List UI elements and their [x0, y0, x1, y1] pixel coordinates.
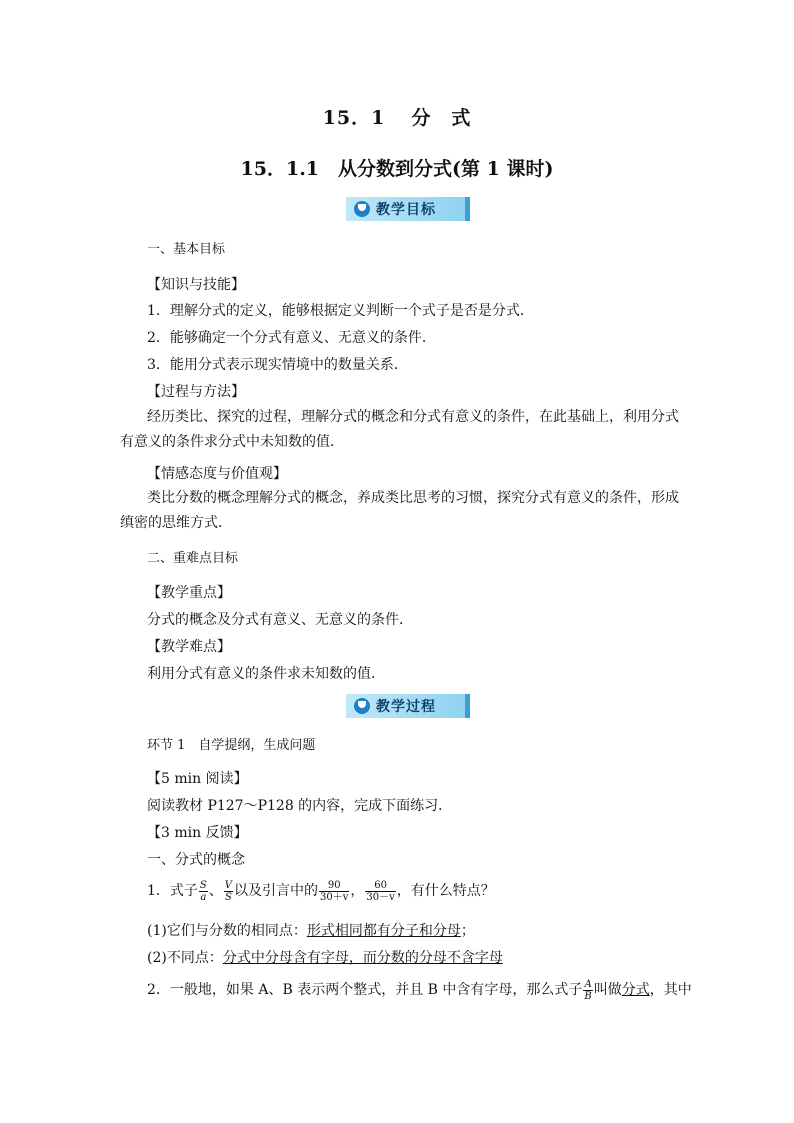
attitude-text: 类比分数的概念理解分式的概念，养成类比思考的习惯，探究分式有意义的条件，形成缜密的思维方式．: [120, 490, 679, 531]
answer-1b: (2)不同点：分式中分母含有字母，而分数的分母不含字母: [147, 950, 503, 966]
process-method-label: 【过程与方法】: [147, 384, 245, 400]
step-heading: 环节 1 自学提纲，生成问题: [147, 738, 316, 753]
answer-blank: 分式中分母含有字母，而分数的分母不含字母: [222, 950, 503, 966]
difficulty-label: 【教学难点】: [147, 639, 231, 655]
answer-blank: 形式相同都有分子和分母: [306, 923, 461, 939]
fraction: $\frac{A}{B}$: [584, 978, 592, 1002]
trophy-icon: [354, 698, 370, 714]
concept-heading: 一、分式的概念: [147, 852, 245, 868]
goals-banner: 教学目标: [346, 197, 470, 221]
key-point-label: 【教学重点】: [147, 585, 231, 601]
read-label: 【5 min 阅读】: [147, 771, 248, 787]
knowledge-item: 1．理解分式的定义，能够根据定义判断一个式子是否是分式．: [147, 303, 534, 319]
process-method-text: 经历类比、探究的过程，理解分式的概念和分式有意义的条件，在此基础上，利用分式有意义的条件求分式中未知数的值．: [120, 409, 679, 450]
fraction: $\frac{60}{30-v}$: [366, 879, 395, 903]
answer-1a: (1)它们与分数的相同点：形式相同都有分子和分母；: [147, 923, 475, 939]
trophy-icon: [354, 201, 370, 217]
fraction: $\frac{S}{a}$: [199, 879, 207, 903]
question-2: 2．一般地，如果 A、B 表示两个整式，并且 B 中含有字母，那么式子 $\frac{A}{B}$ 叫做分式，其中: [147, 978, 692, 1002]
process-banner: 教学过程: [346, 694, 470, 718]
fraction: $\frac{90}{30+v}$: [320, 879, 349, 903]
key-goals-heading: 二、重难点目标: [147, 551, 239, 566]
lesson-title: 15．1.1 从分数到分式(第 1 课时): [240, 158, 554, 180]
key-point-text: 分式的概念及分式有意义、无意义的条件．: [147, 612, 413, 628]
question-1: 1．式子 $\frac{S}{a}$ 、 $\frac{V}{S}$ 以及引言中的 $\frac{90}{30+v}$ ， $\frac{60}{30-v}$ ，有什么特点？: [147, 879, 495, 903]
basic-goals-heading: 一、基本目标: [147, 242, 226, 257]
attitude-label: 【情感态度与价值观】: [147, 466, 287, 482]
answer-blank: 分式: [621, 982, 650, 998]
knowledge-item: 2．能够确定一个分式有意义、无意义的条件．: [147, 330, 436, 346]
difficulty-text: 利用分式有意义的条件求未知数的值．: [147, 666, 385, 682]
knowledge-item: 3．能用分式表示现实情境中的数量关系．: [147, 357, 408, 373]
read-text: 阅读教材 P127～P128 的内容，完成下面练习．: [147, 798, 453, 814]
knowledge-label: 【知识与技能】: [147, 277, 245, 293]
section-heading: 15．1 分 式: [322, 107, 472, 129]
fraction: $\frac{V}{S}$: [224, 879, 233, 903]
feedback-label: 【3 min 反馈】: [147, 825, 248, 841]
